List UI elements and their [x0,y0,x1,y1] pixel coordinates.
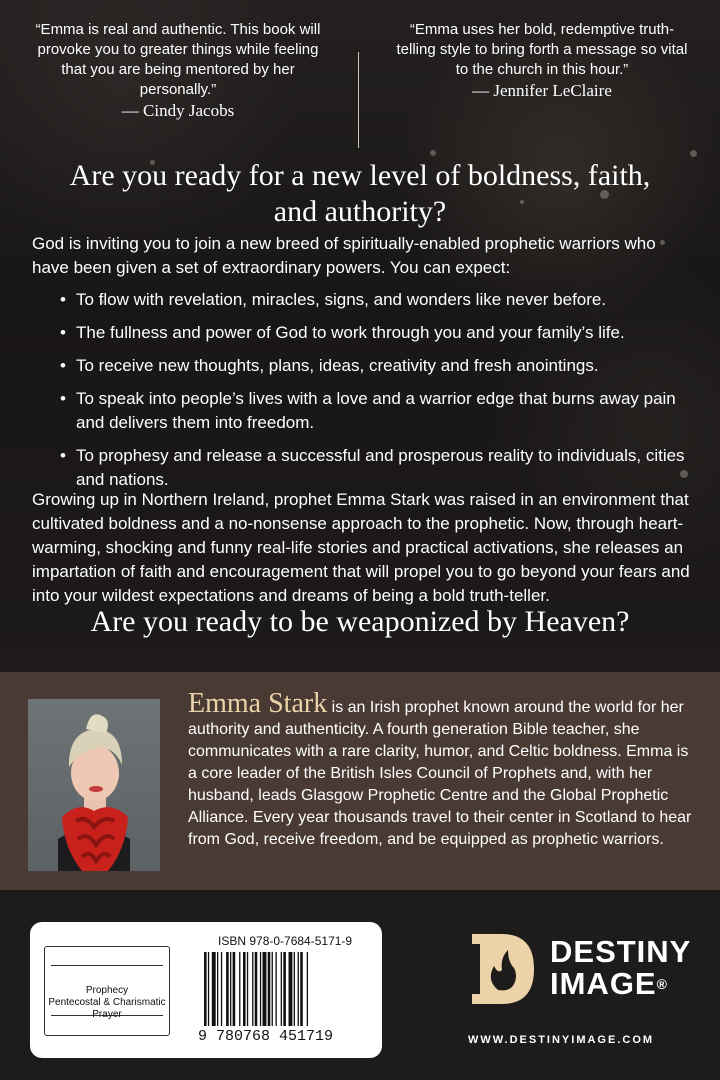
description-paragraph: Growing up in Northern Ireland, prophet Emma Stark was raised in an environment that cultivated boldness and a no-nonsense approach to the prophetic. Now, through heart-warming, shocking and funny real-life stories and practical activations, she releases an impartation of faith and encouragement that will propel you to go beyond your fears and into your wildest expectations and dreams of being a bold truth-teller. [32,490,690,605]
author-name: Emma Stark [188,688,328,719]
category-item: Pentecostal & Charismatic [48,997,166,1008]
category-item: Prophecy [85,985,129,996]
author-bio-text: is an Irish prophet known around the world for her authority and authenticity. A fourth generation Bible teacher, she communicates with a rare clarity, humor, and Celtic boldness. Emma is a core leader of the British Isles Council of Prophets and, with her husband, leads Glasgow Prophetic Centre and the Global Prophetic Alliance. Every year thousands travel to their center in Scotland to hear from God, receive freedom, and be equipped as prophetic warriors. [188,699,692,848]
registered-mark: ® [656,976,668,992]
publisher-name [550,936,691,1000]
bullet-icon: • [60,446,66,465]
bullet-icon: • [60,356,66,375]
barcode-number: 9 780768 451719 [198,1028,334,1045]
barcode-icon [202,952,378,1026]
publisher-name-line2: IMAGE [550,966,657,1001]
list-item-text: To receive new thoughts, plans, ideas, creativity and fresh anointings. [76,356,599,375]
bullet-icon: • [60,389,66,408]
list-item-text: To prophesy and release a successful and prosperous reality to individuals, cities and nations. [76,446,685,489]
endorsement-divider [358,52,359,148]
headline-weaponized: Are you ready to be weaponized by Heaven? [90,605,630,638]
endorsement-left [28,20,328,122]
author-photo [28,699,160,871]
expectations-list [32,288,692,501]
category-list [45,985,169,1021]
category-box [44,946,170,1036]
list-item-text: To flow with revelation, miracles, signs, and wonders like never before. [76,290,607,309]
isbn-label: ISBN 978-0-7684-5171-9 [218,934,353,948]
category-rule [51,965,163,966]
endorsement-left-attribution: — Cindy Jacobs [121,101,235,120]
publisher-url: WWW.DESTINYIMAGE.COM [468,1034,655,1046]
headline-boldness: Are you ready for a new level of boldness, faith, and authority? [69,159,651,228]
destiny-d-icon [468,930,538,1008]
list-item-text: To speak into people’s lives with a love and a warrior edge that burns away pain and delivers them into freedom. [76,389,676,432]
list-item [32,288,692,312]
list-item [32,354,692,378]
list-item-text: The fullness and power of God to work through you and your family’s life. [76,323,625,342]
category-item: Prayer [92,1009,122,1020]
endorsements [0,20,720,140]
publisher-name-line1: DESTINY [550,934,692,969]
author-bio [188,688,694,851]
endorsement-right-text: “Emma uses her bold, redemptive truth-telling style to bring forth a message so vital to the church in this hour.” [396,21,688,78]
author-section [0,672,720,890]
list-item [32,321,692,345]
list-item [32,387,692,435]
barcode-sticker [30,922,382,1058]
endorsement-right [392,20,692,102]
bullet-icon: • [60,323,66,342]
intro-paragraph: God is inviting you to join a new breed of spiritually-enabled prophetic warriors who have been given a set of extraordinary powers. You can expect: [32,234,656,277]
endorsement-right-attribution: — Jennifer LeClaire [472,81,612,100]
bokeh-dot [690,150,697,157]
bullet-icon: • [60,290,66,309]
back-cover-footer [0,890,720,1080]
list-item [32,444,692,492]
publisher-logo [468,930,692,1050]
bokeh-dot [430,150,436,156]
endorsement-left-text: “Emma is real and authentic. This book will provoke you to greater things while feeling that you are being mentored by her personally.” [35,21,321,98]
